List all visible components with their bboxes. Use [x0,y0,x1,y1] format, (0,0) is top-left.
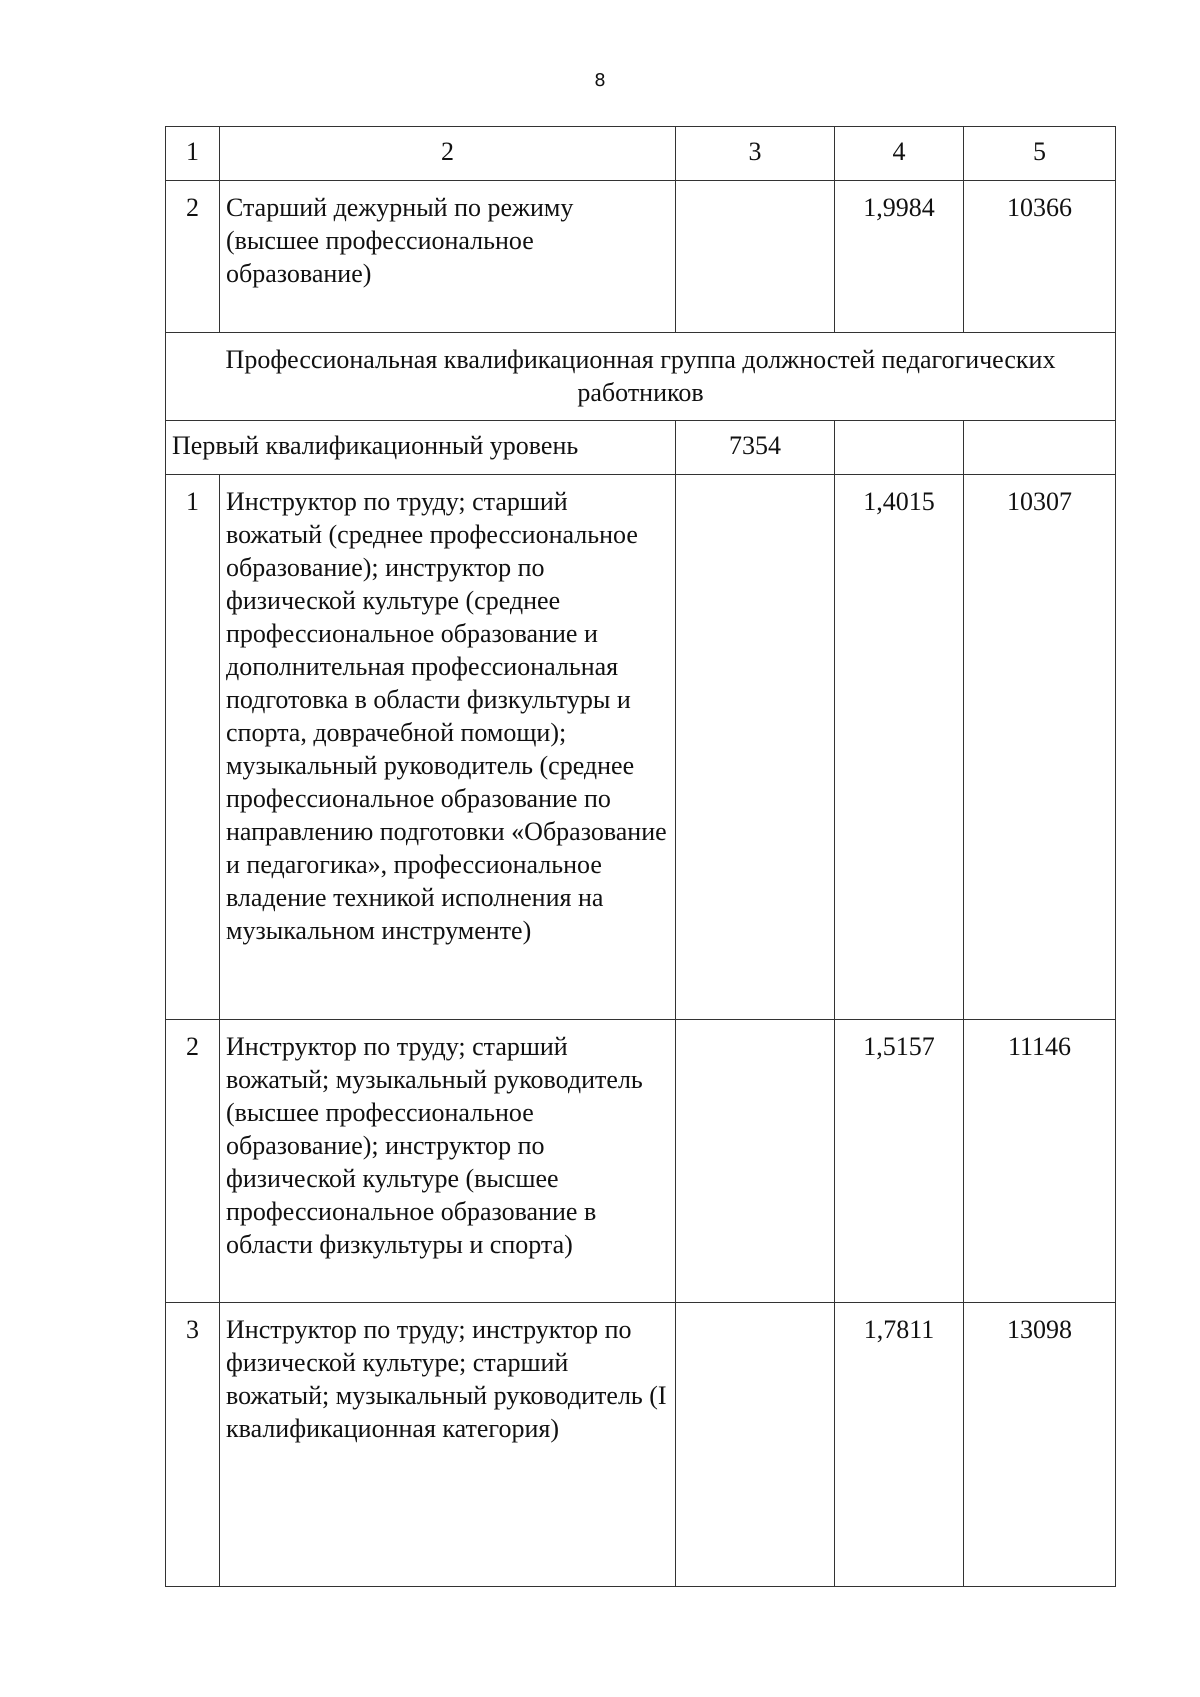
page-number: 8 [594,70,606,91]
position-title: Старший дежурный по режиму (высшее профессиональное образование) [220,181,676,333]
salary-cell: 13098 [964,1303,1116,1587]
base-salary-cell [676,181,835,333]
level-label: Первый квалификационный уровень [166,421,676,475]
table-row [166,475,1116,1020]
coefficient-cell: 1,4015 [835,475,964,1020]
group-title-row [166,333,1116,421]
row-number: 2 [166,181,220,333]
base-salary-cell [676,1020,835,1303]
base-salary-cell [676,1303,835,1587]
group-title: Профессиональная квалификационная группа должностей педагогических работников [166,333,1116,421]
table-row [166,181,1116,333]
header-cell-5: 5 [964,127,1116,181]
salary-cell: 11146 [964,1020,1116,1303]
position-title: Инструктор по труду; старший вожатый; музыкальный руководитель (высшее профессиональное образование); инструктор по физической культуре (высшее профессиональное образование в области физкультуры и спорта) [220,1020,676,1303]
coefficient-cell: 1,7811 [835,1303,964,1587]
coefficient-cell: 1,5157 [835,1020,964,1303]
header-cell-2: 2 [220,127,676,181]
base-salary-cell [676,475,835,1020]
row-number: 2 [166,1020,220,1303]
level-empty-cell [964,421,1116,475]
position-title: Инструктор по труду; инструктор по физической культуре; старший вожатый; музыкальный руководитель (I квалификационная категория) [220,1303,676,1587]
level-base-salary: 7354 [676,421,835,475]
salary-cell: 10307 [964,475,1116,1020]
coefficient-cell: 1,9984 [835,181,964,333]
salary-cell: 10366 [964,181,1116,333]
row-number: 1 [166,475,220,1020]
salary-table [165,126,1116,1587]
table-row [166,1020,1116,1303]
header-cell-4: 4 [835,127,964,181]
row-number: 3 [166,1303,220,1587]
level-empty-cell [835,421,964,475]
table-row [166,1303,1116,1587]
position-title: Инструктор по труду; старший вожатый (среднее профессиональное образование); инструктор по физической культуре (среднее профессиональное образование и дополнительная профессиональная подготовка в области физкультуры и спорта, доврачебной помощи); музыкальный руководитель (среднее профессиональное образование по направлению подготовки «Образование и педагогика», профессиональное владение техникой исполнения на музыкальном инструменте) [220,475,676,1020]
level-row [166,421,1116,475]
header-cell-1: 1 [166,127,220,181]
table-header-row [166,127,1116,181]
header-cell-3: 3 [676,127,835,181]
